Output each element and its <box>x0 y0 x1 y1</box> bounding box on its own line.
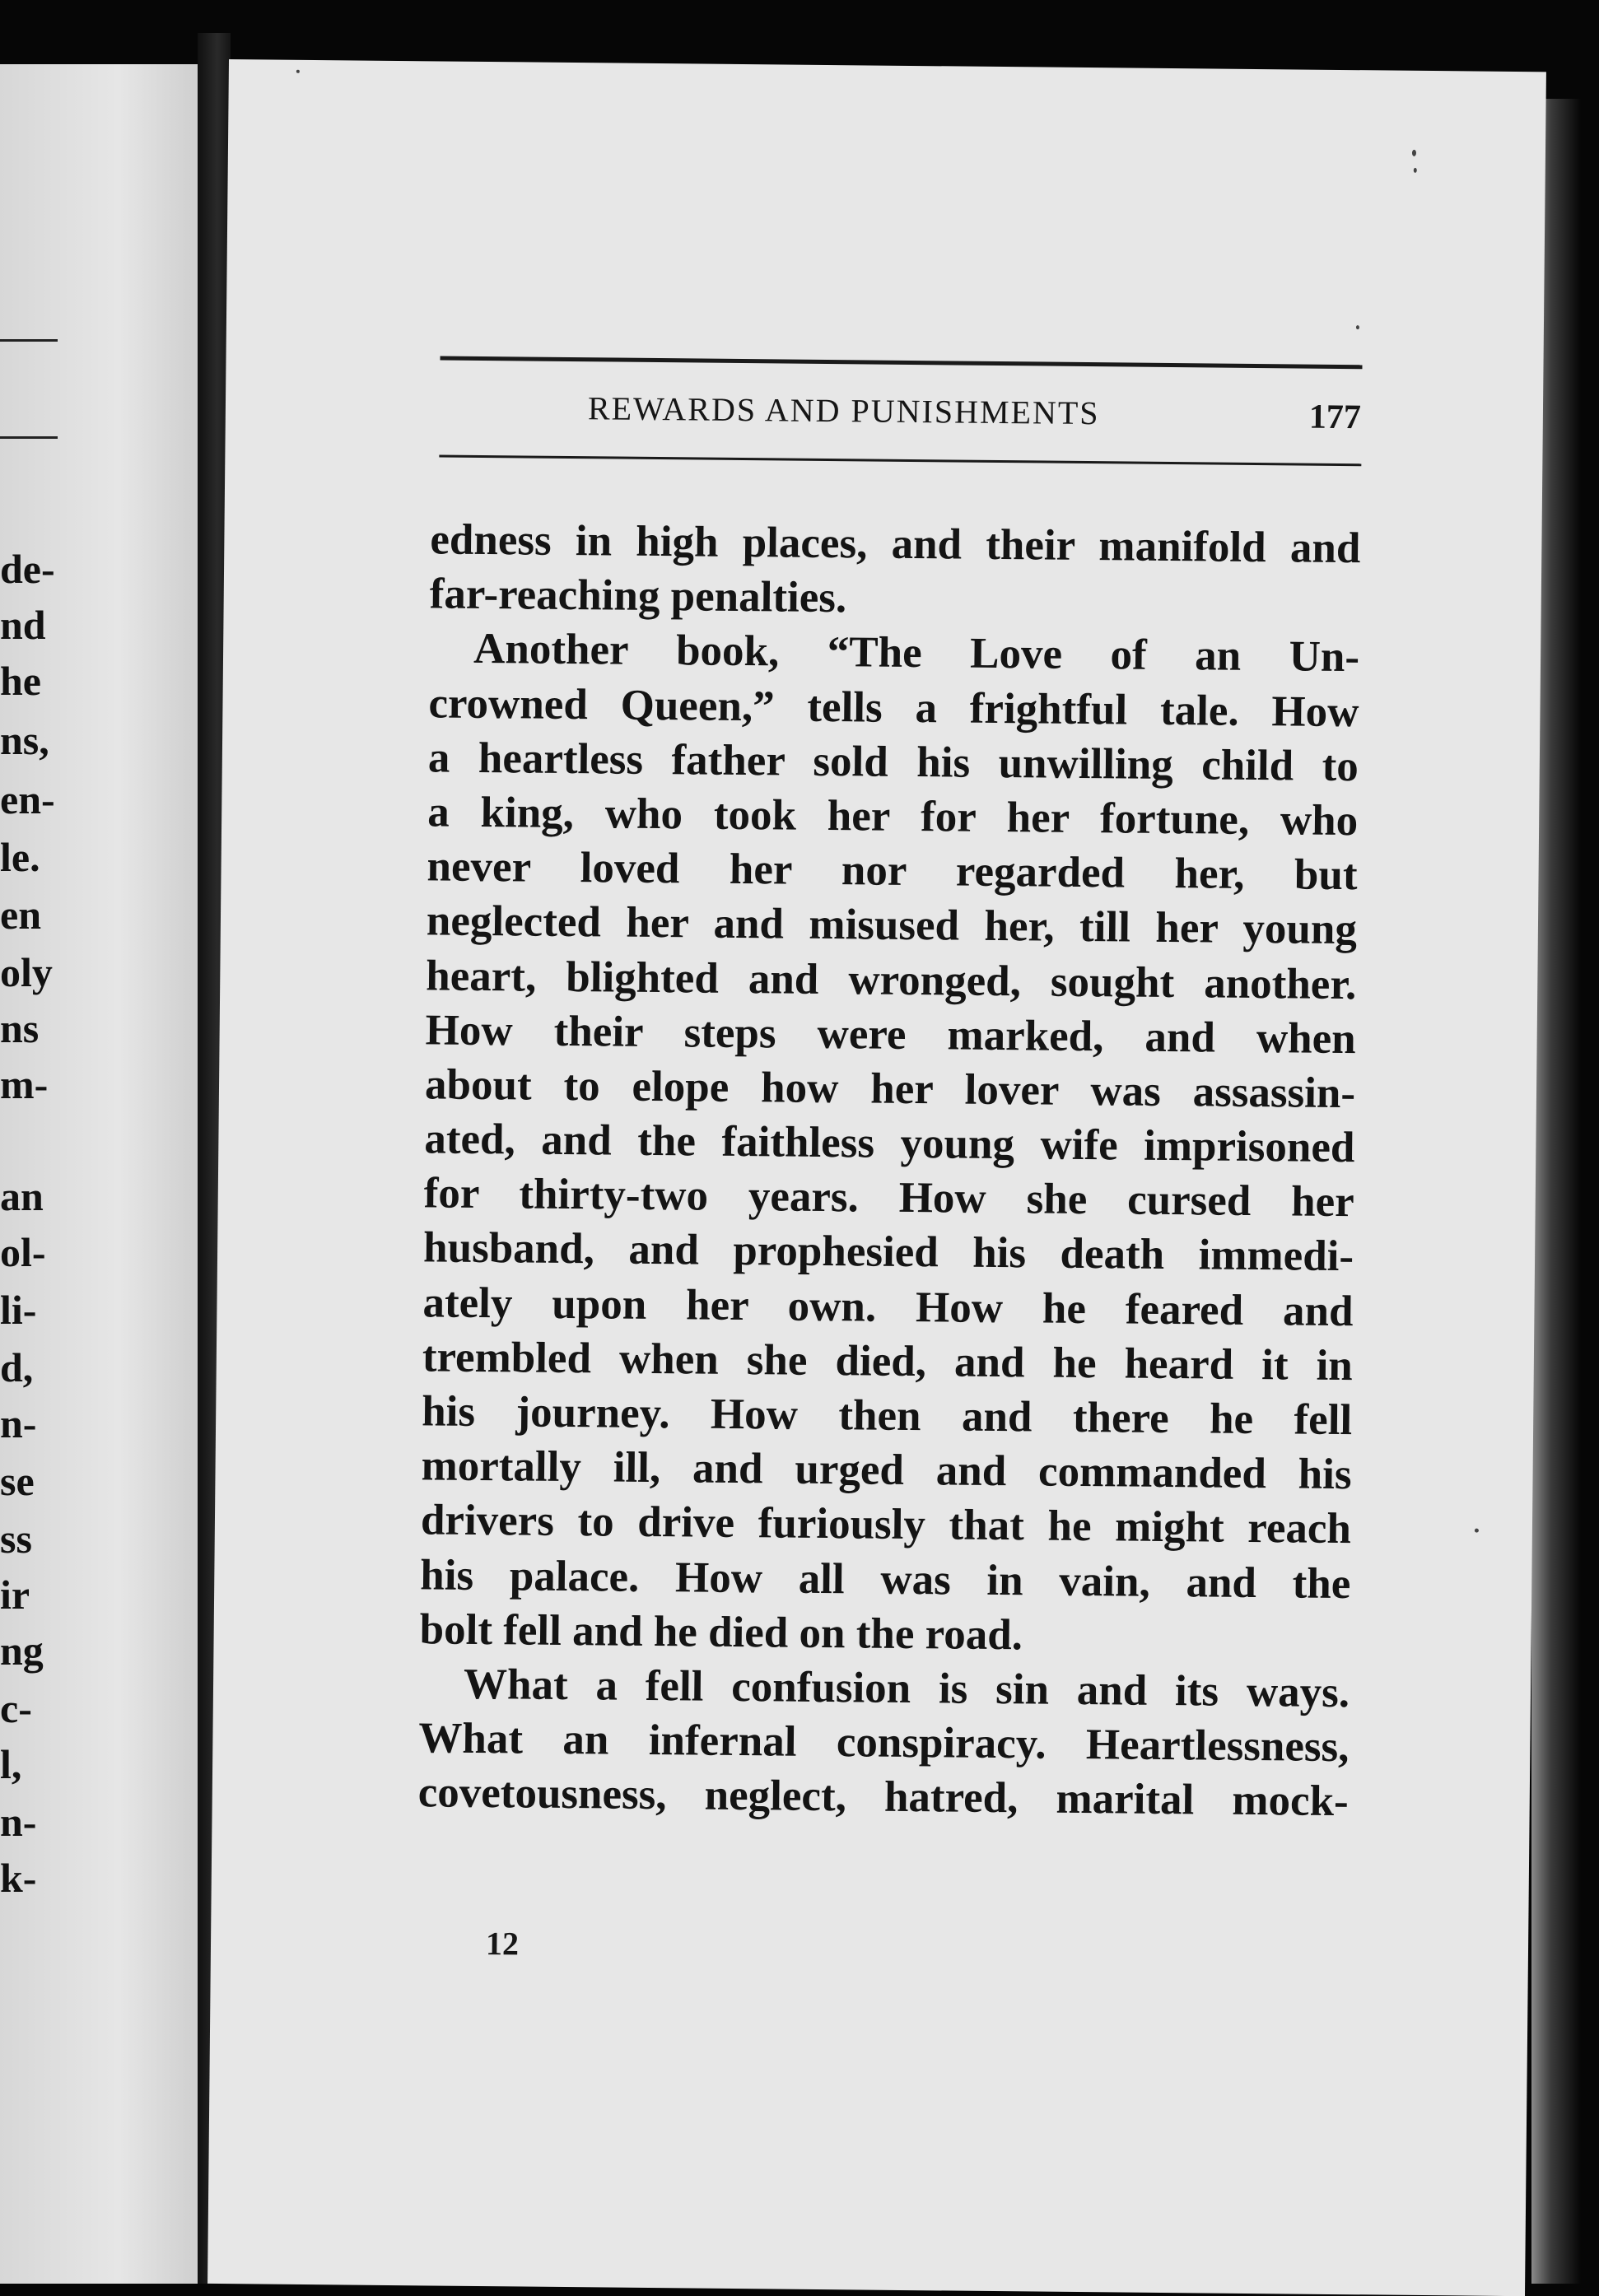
left-line-fragment: c- <box>0 1685 32 1731</box>
paper-speck <box>1412 150 1416 156</box>
header-rule-top <box>441 356 1363 369</box>
text-line: crowned Queen,” tells a frightful tale. How <box>428 678 1359 736</box>
left-facing-page <box>0 64 198 2284</box>
text-line: about to elope how her lover was assassin- <box>424 1060 1356 1118</box>
left-line-fragment: se <box>0 1458 35 1504</box>
paper-speck <box>1356 325 1359 329</box>
left-line-fragment: n- <box>0 1400 37 1446</box>
signature-mark: 12 <box>485 1925 520 1963</box>
running-head: REWARDS AND PUNISHMENTS <box>587 389 1100 432</box>
paper-speck <box>1414 168 1417 173</box>
page-body-text <box>417 512 1360 1828</box>
paper-speck <box>1475 1529 1479 1533</box>
paper-speck <box>296 70 300 73</box>
left-line-fragment: en- <box>0 776 55 822</box>
text-line: mortally ill, and urged and commanded his <box>421 1441 1352 1499</box>
left-line-fragment: he <box>0 658 41 704</box>
text-line: heart, blighted and wronged, sought another. <box>426 951 1357 1008</box>
text-line: a heartless father sold his unwilling child to <box>427 734 1359 790</box>
text-line: drivers to drive furiously that he might reach <box>420 1496 1352 1553</box>
text-line: covetousness, neglect, hatred, marital mock- <box>417 1768 1350 1826</box>
text-line: his journey. How then and there he fell <box>421 1387 1353 1445</box>
text-line: bolt fell and he died on the road. <box>419 1605 1023 1660</box>
left-line-fragment: l, <box>0 1741 22 1787</box>
left-line-fragment: oly <box>0 949 53 995</box>
text-line: What a fell confusion is sin and its ways. <box>463 1660 1350 1717</box>
text-line: a king, who took her for her fortune, who <box>427 788 1359 845</box>
page-number: 177 <box>1308 398 1362 437</box>
text-line: his palace. How all was in vain, and the <box>420 1550 1351 1608</box>
left-line-fragment: le. <box>0 834 40 880</box>
left-line-fragment: ss <box>0 1516 32 1562</box>
left-line-fragment: ng <box>0 1628 44 1674</box>
left-line-fragment: ol- <box>0 1229 46 1275</box>
text-line: ated, and the faithless young wife imprisoned <box>424 1115 1355 1172</box>
left-header-rule <box>0 339 58 342</box>
text-line: trembled when she died, and he heard it in <box>422 1333 1354 1390</box>
text-line: How their steps were marked, and when <box>425 1006 1356 1063</box>
text-line: never loved her nor regarded her, but <box>427 842 1358 900</box>
text-line: Another book, “The Love of an Un- <box>473 625 1360 682</box>
text-line: husband, and prophesied his death immedi- <box>422 1223 1354 1281</box>
text-line: for thirty-two years. How she cursed her <box>423 1169 1355 1227</box>
left-line-fragment: an <box>0 1173 44 1219</box>
text-line: far-reaching penalties. <box>429 570 847 622</box>
left-line-fragment: n- <box>0 1799 37 1845</box>
left-line-fragment: d, <box>0 1344 34 1390</box>
text-line: edness in high places, and their manifold and <box>430 515 1361 573</box>
left-line-fragment: en <box>0 892 41 938</box>
left-line-fragment: m- <box>0 1061 49 1107</box>
left-line-fragment: li- <box>0 1287 37 1333</box>
left-line-fragment: de- <box>0 546 55 592</box>
left-line-fragment: ns <box>0 1005 40 1051</box>
left-line-fragment: ir <box>0 1572 30 1618</box>
text-line: ately upon her own. How he feared and <box>422 1278 1354 1335</box>
left-header-rule <box>0 436 58 439</box>
header-rule-bottom <box>439 454 1361 466</box>
left-line-fragment: k- <box>0 1855 37 1901</box>
book-page <box>207 59 1546 2296</box>
left-line-fragment: ns, <box>0 717 49 763</box>
left-line-fragment: nd <box>0 602 46 648</box>
text-line: neglected her and misused her, till her young <box>426 897 1358 954</box>
text-line: What an infernal conspiracy. Heartlessness, <box>418 1714 1350 1772</box>
